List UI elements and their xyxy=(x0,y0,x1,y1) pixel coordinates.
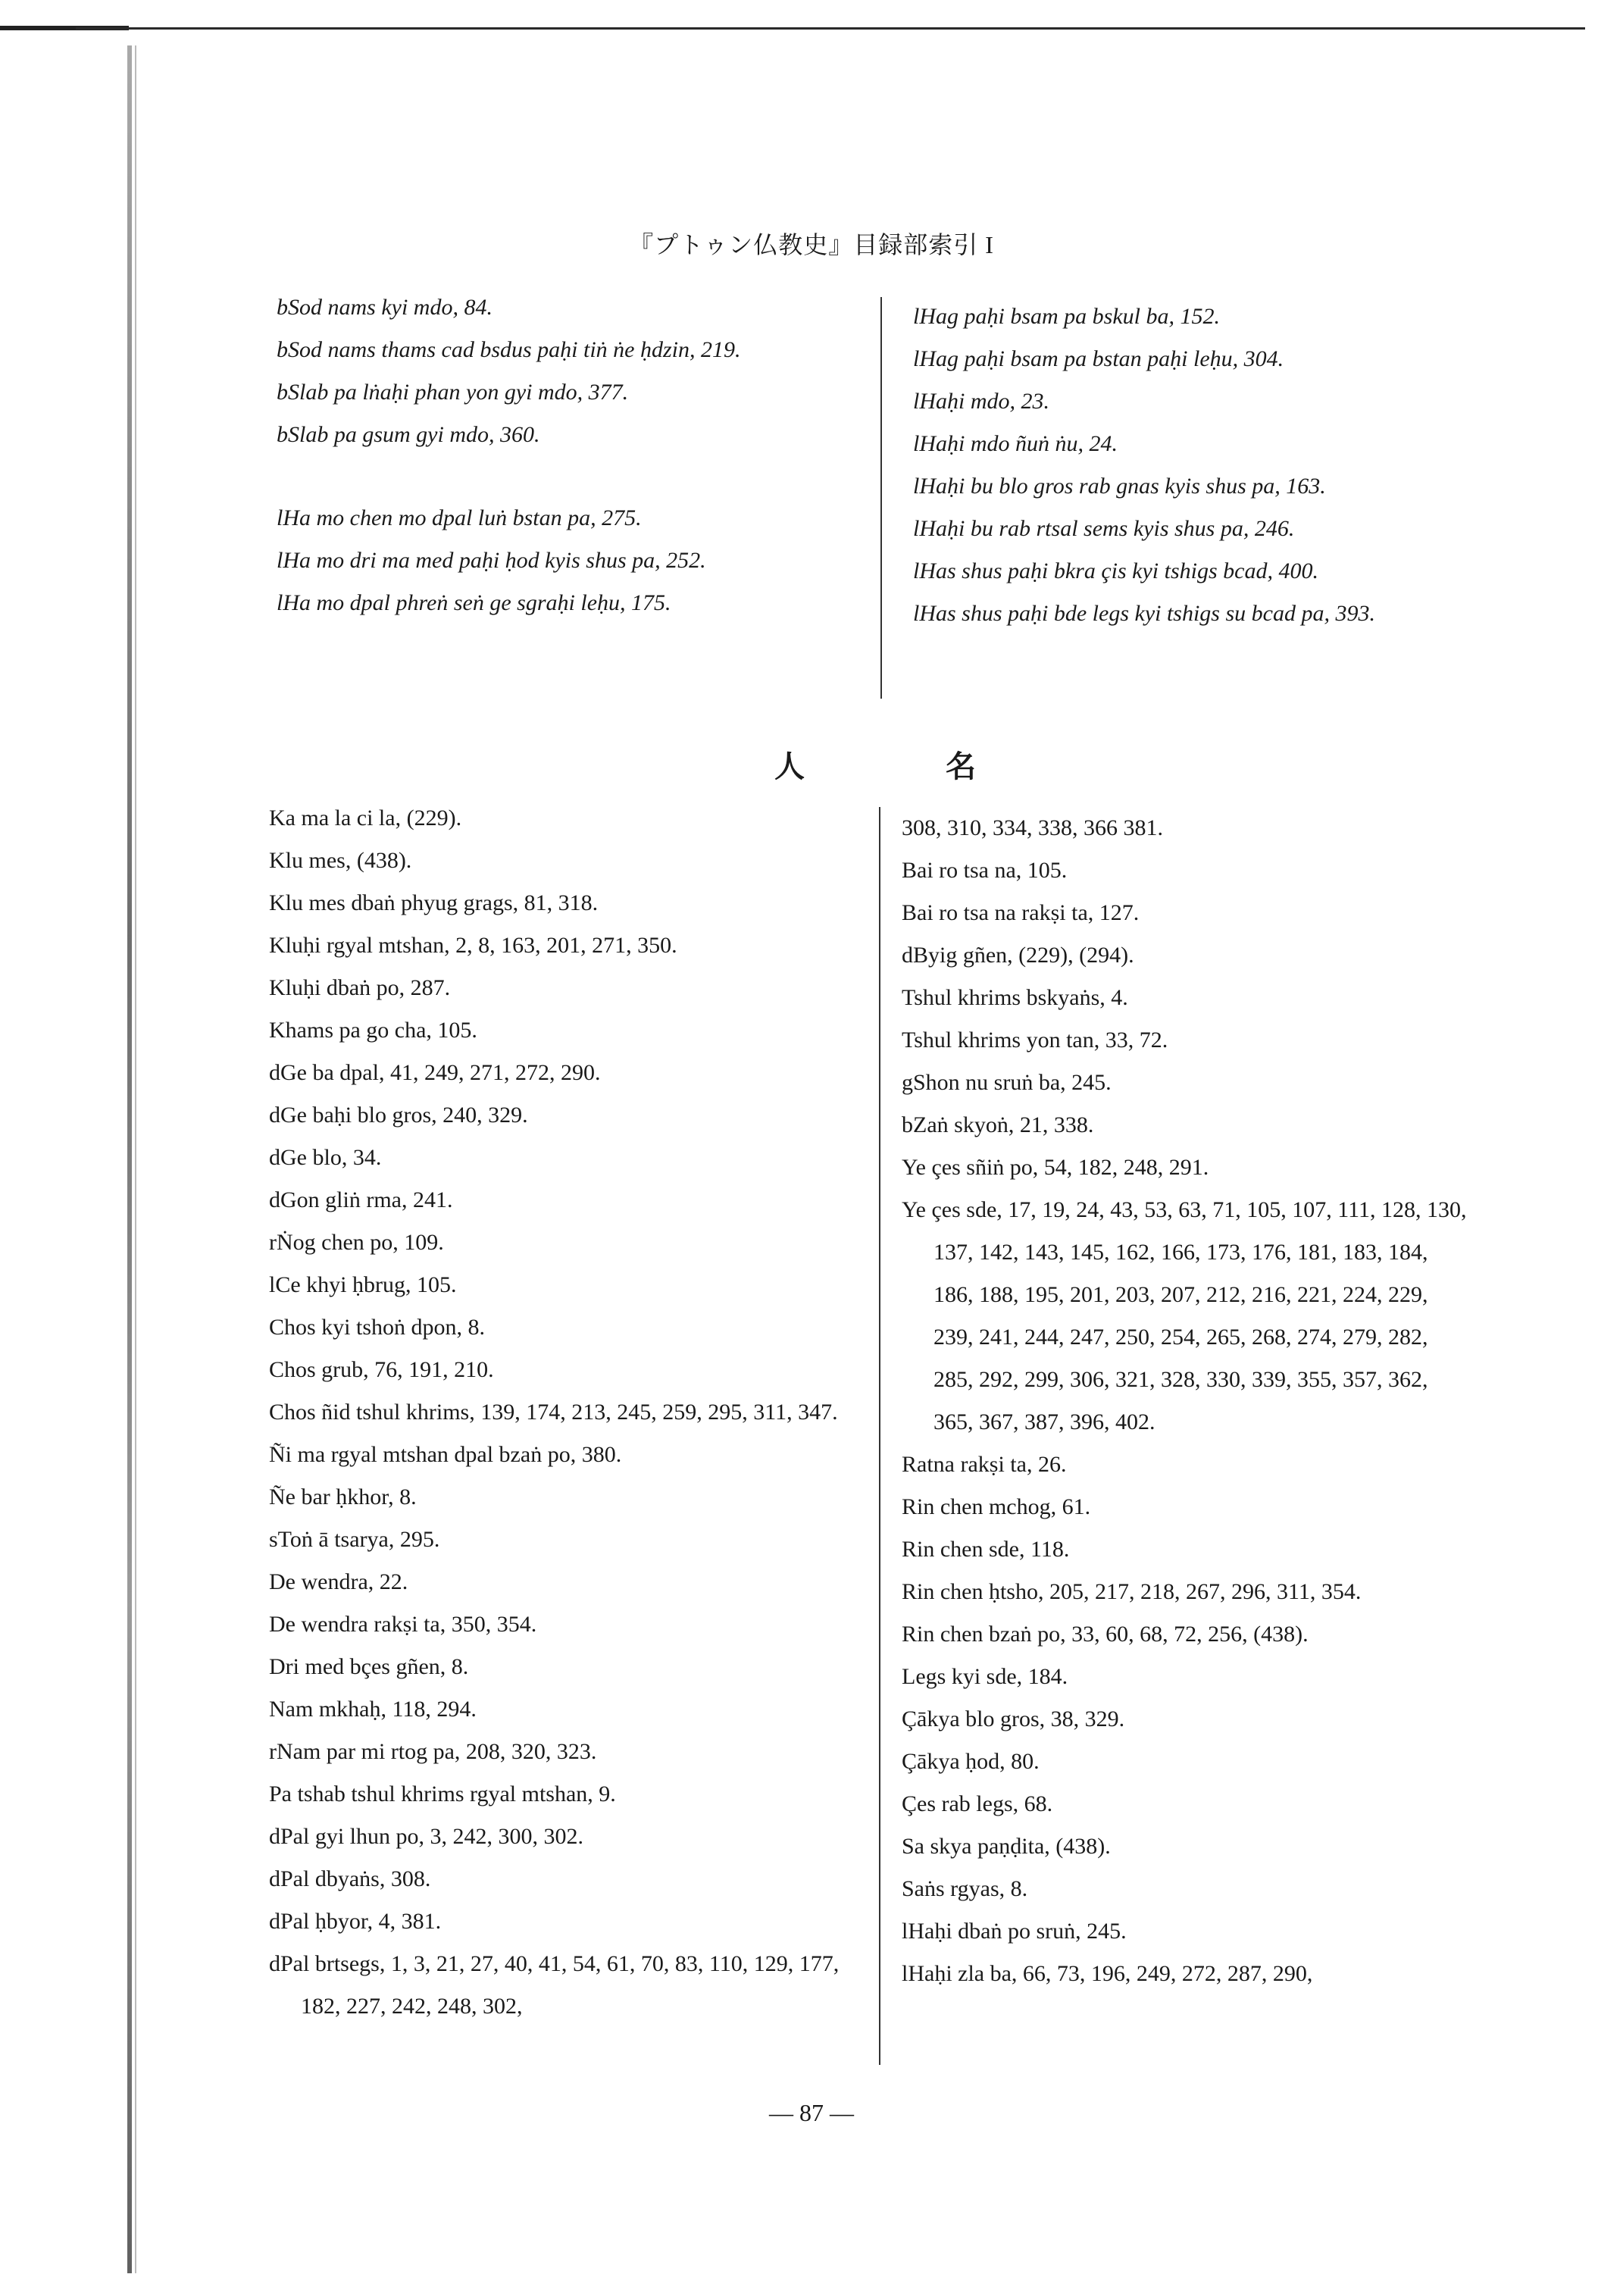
titles-right-column xyxy=(913,296,1489,635)
index-entry: rNam par mi rtog pa, 208, 320, 323. xyxy=(269,1739,597,1764)
names-right-column xyxy=(902,807,1470,1995)
index-entry: Ye çes sde, 17, 19, 24, 43, 53, 63, 71, 105, 107, 111, 128, 130, 137, 142, 143, 145, 162, 166, 173, 176, 181, 183, 184, 186, 188, 195, 201, 203, 207, 212, 216, 221, 224, 229, 239, 241, 244, 247, 250, 254, 265, 268, 274, 279, 282, 285, 292, 299, 306, 321, 328, 330, 339, 355, 357, 362, 365, 367, 387, 396, 402. xyxy=(902,1197,1467,1434)
index-entry: dByig gñen, (229), (294). xyxy=(902,943,1134,968)
index-entry: Ratna rakṣi ta, 26. xyxy=(902,1452,1067,1477)
index-entry: lHaḥi dbaṅ po sruṅ, 245. xyxy=(902,1919,1127,1944)
index-entry: Tshul khrims bskyaṅs, 4. xyxy=(902,985,1128,1010)
page-number: — 87 — xyxy=(769,2099,854,2126)
index-entry: dGe ba dpal, 41, 249, 271, 272, 290. xyxy=(269,1060,601,1085)
titles-left-column xyxy=(277,286,856,624)
index-entry: Klu mes dbaṅ phyug grags, 81, 318. xyxy=(269,890,599,915)
index-entry: Dri med bçes gñen, 8. xyxy=(269,1654,469,1679)
index-entry: dPal ḥbyor, 4, 381. xyxy=(269,1909,442,1934)
index-entry: Khams pa go cha, 105. xyxy=(269,1018,477,1043)
index-entry: Rin chen sde, 118. xyxy=(902,1537,1070,1562)
index-entry: Klu mes, (438). xyxy=(269,848,412,873)
index-entry: Rin chen ḥtsho, 205, 217, 218, 267, 296, 311, 354. xyxy=(902,1579,1362,1604)
index-entry: Ñi ma rgyal mtshan dpal bzaṅ po, 380. xyxy=(269,1442,622,1467)
index-entry: lHas shus paḥi bde legs kyi tshigs su bcad pa, 393. xyxy=(913,601,1375,626)
index-entry: lCe khyi ḥbrug, 105. xyxy=(269,1272,457,1297)
index-entry: Legs kyi sde, 184. xyxy=(902,1664,1068,1689)
index-entry: gShon nu sruṅ ba, 245. xyxy=(902,1070,1112,1095)
entry-spacer xyxy=(277,456,856,497)
index-entry: Tshul khrims yon tan, 33, 72. xyxy=(902,1028,1168,1053)
index-entry: dGe blo, 34. xyxy=(269,1145,382,1170)
index-entry: Pa tshab tshul khrims rgyal mtshan, 9. xyxy=(269,1781,616,1806)
index-entry: Bai ro tsa na rakṣi ta, 127. xyxy=(902,900,1140,925)
index-entry: Sa skya paṇḍita, (438). xyxy=(902,1834,1111,1859)
index-entry: lHaḥi mdo ñuṅ ṅu, 24. xyxy=(913,431,1118,456)
index-entry: Bai ro tsa na, 105. xyxy=(902,858,1068,883)
index-entry: dGe baḥi blo gros, 240, 329. xyxy=(269,1103,528,1128)
index-entry: Ñe bar ḥkhor, 8. xyxy=(269,1484,417,1509)
index-entry: bSlab pa gsum gyi mdo, 360. xyxy=(277,422,540,447)
index-entry: Kluḥi rgyal mtshan, 2, 8, 163, 201, 271, 350. xyxy=(269,933,677,958)
section-heading-left: 人 xyxy=(774,749,805,784)
index-entry: sToṅ ā tsarya, 295. xyxy=(269,1527,440,1552)
index-entry: 308, 310, 334, 338, 366 381. xyxy=(902,815,1163,840)
index-entry: lHaḥi mdo, 23. xyxy=(913,389,1049,414)
index-entry: De wendra rakṣi ta, 350, 354. xyxy=(269,1612,537,1637)
index-entry: Çes rab legs, 68. xyxy=(902,1791,1053,1816)
section-heading-right: 名 xyxy=(946,749,976,784)
titles-column-divider xyxy=(880,297,882,699)
binding-edge xyxy=(127,45,132,2273)
index-entry: lHa mo chen mo dpal luṅ bstan pa, 275. xyxy=(277,505,642,530)
index-entry: Çākya ḥod, 80. xyxy=(902,1749,1040,1774)
index-entry: Rin chen mchog, 61. xyxy=(902,1494,1091,1519)
index-entry: lHaḥi bu rab rtsal sems kyis shus pa, 246. xyxy=(913,516,1295,541)
index-entry: Chos kyi tshoṅ dpon, 8. xyxy=(269,1315,486,1340)
index-entry: lHa mo dri ma med paḥi ḥod kyis shus pa, 252. xyxy=(277,548,706,573)
index-entry: dPal dbyaṅs, 308. xyxy=(269,1866,431,1891)
index-entry: lHas shus paḥi bkra çis kyi tshigs bcad, 400. xyxy=(913,558,1318,583)
index-entry: lHa mo dpal phreṅ seṅ ge sgraḥi leḥu, 175. xyxy=(277,590,671,615)
top-rule xyxy=(76,27,1585,30)
index-entry: Chos grub, 76, 191, 210. xyxy=(269,1357,494,1382)
index-entry: bSlab pa lṅaḥi phan yon gyi mdo, 377. xyxy=(277,380,629,405)
binding-edge-inner xyxy=(135,45,136,2273)
names-column-divider xyxy=(879,807,880,2065)
index-entry: dPal brtsegs, 1, 3, 21, 27, 40, 41, 54, 61, 70, 83, 110, 129, 177, 182, 227, 242, 248, 302, xyxy=(269,1951,840,2019)
index-entry: Ye çes sñiṅ po, 54, 182, 248, 291. xyxy=(902,1155,1209,1180)
index-entry: bSod nams kyi mdo, 84. xyxy=(277,295,493,320)
index-entry: Ka ma la ci la, (229). xyxy=(269,805,462,831)
index-entry: lHag paḥi bsam pa bskul ba, 152. xyxy=(913,304,1220,329)
index-entry: lHaḥi zla ba, 66, 73, 196, 249, 272, 287, 290, xyxy=(902,1961,1313,1986)
index-entry: dPal gyi lhun po, 3, 242, 300, 302. xyxy=(269,1824,584,1849)
index-entry: lHag paḥi bsam pa bstan paḥi leḥu, 304. xyxy=(913,346,1284,371)
running-header: 『プトゥン仏教史』目録部索引 I xyxy=(629,231,994,258)
index-entry: Chos ñid tshul khrims, 139, 174, 213, 245, 259, 295, 311, 347. xyxy=(269,1400,838,1425)
index-entry: bSod nams thams cad bsdus paḥi tiṅ ṅe ḥdzin, 219. xyxy=(277,337,741,362)
index-entry: Saṅs rgyas, 8. xyxy=(902,1876,1028,1901)
index-entry: dGon gliṅ rma, 241. xyxy=(269,1187,453,1212)
names-left-column xyxy=(269,797,852,2028)
index-entry: lHaḥi bu blo gros rab gnas kyis shus pa, 163. xyxy=(913,474,1326,499)
index-entry: Çākya blo gros, 38, 329. xyxy=(902,1706,1125,1731)
index-entry: rṄog chen po, 109. xyxy=(269,1230,444,1255)
index-entry: Nam mkhaḥ, 118, 294. xyxy=(269,1697,477,1722)
index-entry: Rin chen bzaṅ po, 33, 60, 68, 72, 256, (438). xyxy=(902,1622,1309,1647)
index-entry: bZaṅ skyoṅ, 21, 338. xyxy=(902,1112,1094,1137)
index-entry: De wendra, 22. xyxy=(269,1569,408,1594)
index-entry: Kluḥi dbaṅ po, 287. xyxy=(269,975,451,1000)
